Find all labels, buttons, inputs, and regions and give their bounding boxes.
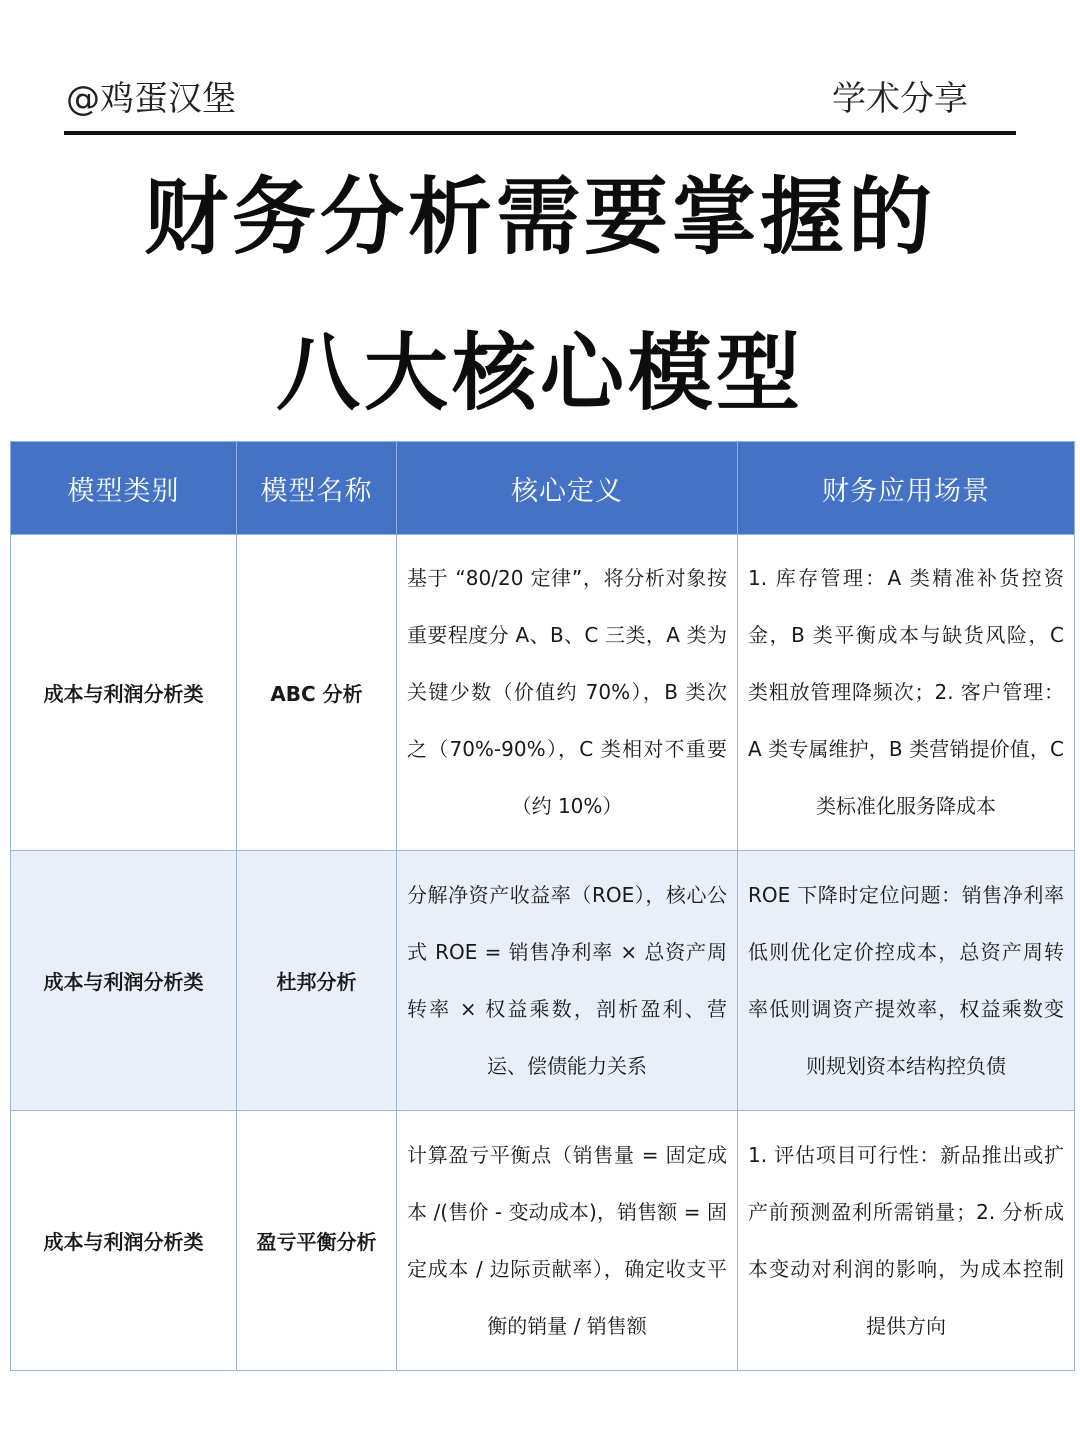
row-definition: 计算盈亏平衡点（销售量 = 固定成本 /(售价 - 变动成本)，销售额 = 固定成本 / 边际贡献率），确定收支平衡的销量 / 销售额 (397, 1111, 738, 1371)
column-header-name: 模型名称 (237, 442, 397, 535)
category-tag: 学术分享 (832, 78, 968, 119)
table-header-row (11, 442, 1075, 535)
models-table (10, 441, 1075, 1371)
table-row (11, 535, 1075, 851)
column-header-category: 模型类别 (11, 442, 237, 535)
page-title-line-2: 八大核心模型 (275, 323, 804, 422)
page-title-line-1: 财务分析需要掌握的 (143, 167, 936, 266)
row-model-name: 杜邦分析 (237, 851, 397, 1111)
table-row (11, 1111, 1075, 1371)
row-application: 1. 库存管理：A 类精准补货控资金，B 类平衡成本与缺货风险，C 类粗放管理降频次；2. 客户管理：A 类专属维护，B 类营销提价值，C 类标准化服务降成本 (738, 535, 1075, 851)
author-handle: @鸡蛋汉堡 (66, 78, 236, 119)
table-row (11, 851, 1075, 1111)
row-model-name: 盈亏平衡分析 (237, 1111, 397, 1371)
row-model-name: ABC 分析 (237, 535, 397, 851)
row-definition: 基于 “80/20 定律”，将分析对象按重要程度分 A、B、C 三类，A 类为关键少数（价值约 70%），B 类次之（70%-90%），C 类相对不重要（约 10%） (397, 535, 738, 851)
column-header-definition: 核心定义 (397, 442, 738, 535)
column-header-application: 财务应用场景 (738, 442, 1075, 535)
row-application: ROE 下降时定位问题：销售净利率低则优化定价控成本，总资产周转率低则调资产提效率，权益乘数变则规划资本结构控负债 (738, 851, 1075, 1111)
header-divider (64, 131, 1016, 135)
row-application: 1. 评估项目可行性：新品推出或扩产前预测盈利所需销量；2. 分析成本变动对利润的影响，为成本控制提供方向 (738, 1111, 1075, 1371)
row-category: 成本与利润分析类 (11, 535, 237, 851)
top-header (66, 68, 1016, 122)
row-category: 成本与利润分析类 (11, 1111, 237, 1371)
row-category: 成本与利润分析类 (11, 851, 237, 1111)
row-definition: 分解净资产收益率（ROE），核心公式 ROE = 销售净利率 × 总资产周转率 × 权益乘数，剖析盈利、营运、偿债能力关系 (397, 851, 738, 1111)
